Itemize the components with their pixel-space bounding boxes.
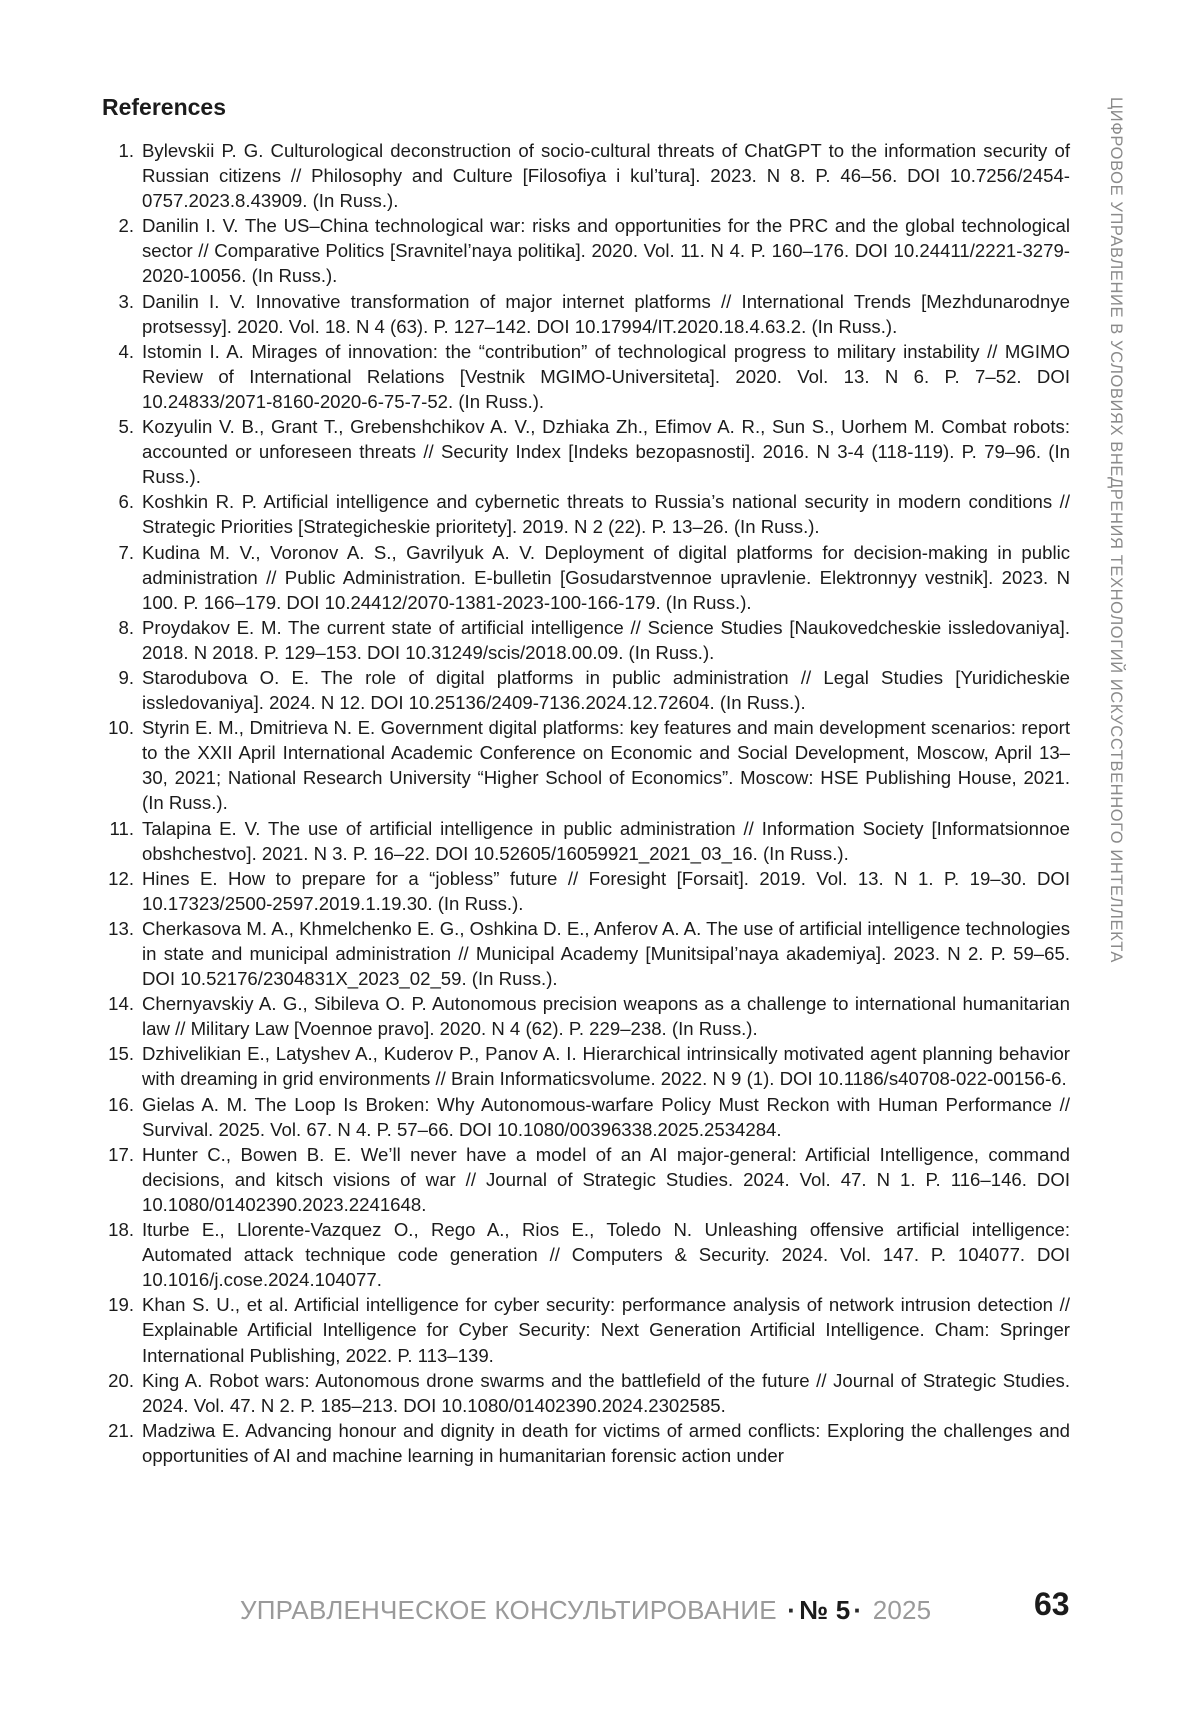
reference-item [102,1142,1070,1217]
reference-number: 15. [102,1041,134,1066]
reference-number: 16. [102,1092,134,1117]
reference-text: Hunter C., Bowen B. E. We’ll never have a model of an AI major-general: Artificial Intelligence, command decisions, and kitsch visions of war // Journal of Strategic Studies. 2024. Vol. 47. N 1. P. 116–146. DOI 10.1080/01402390.2023.2241648. [142,1144,1070,1215]
reference-item [102,339,1070,414]
reference-item [102,289,1070,339]
reference-text: Gielas A. M. The Loop Is Broken: Why Autonomous-warfare Policy Must Reckon with Human Performance // Survival. 2025. Vol. 67. N 4. P. 57–66. DOI 10.1080/00396338.2025.2534284. [142,1094,1070,1140]
reference-item [102,540,1070,615]
reference-number: 11. [102,816,134,841]
reference-number: 17. [102,1142,134,1167]
reference-text: Chernyavskiy A. G., Sibileva O. P. Autonomous precision weapons as a challenge to international humanitarian law // Military Law [Voennoe pravo]. 2020. N 4 (62). P. 229–238. (In Russ.). [142,993,1070,1039]
reference-number: 20. [102,1368,134,1393]
reference-text: Hines E. How to prepare for a “jobless” future // Foresight [Forsait]. 2019. Vol. 13. N 1. P. 19–30. DOI 10.17323/2500-2597.2019.1.19.30. (In Russ.). [142,868,1070,914]
reference-number: 6. [102,489,134,514]
reference-text: Bylevskii P. G. Culturological deconstruction of socio-cultural threats of ChatGPT to the information security of Russian citizens // Philosophy and Culture [Filosofiya i kul’tura]. 2023. N 8. P. 46–56. DOI 10.7256/2454-0757.2023.8.43909. (In Russ.). [142,140,1070,211]
reference-item [102,489,1070,539]
reference-item [102,991,1070,1041]
reference-item [102,1092,1070,1142]
journal-year: 2025 [873,1595,932,1625]
reference-number: 1. [102,138,134,163]
reference-item [102,1418,1070,1468]
reference-number: 2. [102,213,134,238]
journal-footer [240,1595,931,1626]
references-heading: References [102,94,226,121]
journal-issue: № 5 [799,1595,850,1625]
reference-item [102,1217,1070,1292]
reference-number: 8. [102,615,134,640]
reference-item [102,665,1070,715]
reference-item [102,1368,1070,1418]
references-list [102,138,1070,1468]
reference-number: 7. [102,540,134,565]
reference-number: 19. [102,1292,134,1317]
reference-text: Talapina E. V. The use of artificial intelligence in public administration // Information Society [Informatsionnoe obshchestvo]. 2021. N 3. P. 16–22. DOI 10.52605/16059921_2021_03_16. (In Russ.). [142,818,1070,864]
reference-text: Istomin I. A. Mirages of innovation: the “contribution” of technological progress to military instability // MGIMO Review of International Relations [Vestnik MGIMO-Universiteta]. 2020. Vol. 13. N 6. P. 7–52. DOI 10.24833/2071-8160-2020-6-75-7-52. (In Russ.). [142,341,1070,412]
reference-text: Proydakov E. M. The current state of artificial intelligence // Science Studies [Naukovedcheskie issledovaniya]. 2018. N 2018. P. 129–153. DOI 10.31249/scis/2018.00.09. (In Russ.). [142,617,1070,663]
reference-number: 10. [102,715,134,740]
reference-item [102,213,1070,288]
reference-number: 18. [102,1217,134,1242]
reference-item [102,866,1070,916]
reference-text: Kudina M. V., Voronov A. S., Gavrilyuk A. V. Deployment of digital platforms for decision-making in public administration // Public Administration. E-bulletin [Gosudarstvennoe upravlenie. Elektronnyy vestnik]. 2023. N 100. P. 166–179. DOI 10.24412/2070-1381-2023-100-166-179. (In Russ.). [142,542,1070,613]
reference-text: Danilin I. V. The US–China technological war: risks and opportunities for the PRC and the global technological sector // Comparative Politics [Sravnitel’naya politika]. 2020. Vol. 11. N 4. P. 160–176. DOI 10.24411/2221-3279-2020-10056. (In Russ.). [142,215,1070,286]
reference-text: Iturbe E., Llorente-Vazquez O., Rego A., Rios E., Toledo N. Unleashing offensive artificial intelligence: Automated attack technique code generation // Computers & Security. 2024. Vol. 147. P. 104077. DOI 10.1016/j.cose.2024.104077. [142,1219,1070,1290]
reference-text: King A. Robot wars: Autonomous drone swarms and the battlefield of the future // Journal of Strategic Studies. 2024. Vol. 47. N 2. P. 185–213. DOI 10.1080/01402390.2024.2302585. [142,1370,1070,1416]
reference-number: 12. [102,866,134,891]
reference-text: Madziwa E. Advancing honour and dignity in death for victims of armed conflicts: Exploring the challenges and opportunities of AI and machine learning in humanitarian forensic action under [142,1420,1070,1466]
reference-text: Dzhivelikian E., Latyshev A., Kuderov P., Panov A. I. Hierarchical intrinsically motivated agent planning behavior with dreaming in grid environments // Brain Informaticsvolume. 2022. N 9 (1). DOI 10.1186/s40708-022-00156-6. [142,1043,1070,1089]
reference-text: Starodubova O. E. The role of digital platforms in public administration // Legal Studies [Yuridicheskie issledovaniya]. 2024. N 12. DOI 10.25136/2409-7136.2024.12.72604. (In Russ.). [142,667,1070,713]
reference-text: Kozyulin V. B., Grant T., Grebenshchikov A. V., Dzhiaka Zh., Efimov A. R., Sun S., Uorhem M. Combat robots: accounted or unforeseen threats // Security Index [Indeks bezopasnosti]. 2016. N 3-4 (118-119). P. 79–96. (In Russ.). [142,416,1070,487]
reference-number: 21. [102,1418,134,1443]
reference-item [102,1041,1070,1091]
reference-item [102,1292,1070,1367]
footer-separator-1: · [784,1595,799,1625]
journal-name: УПРАВЛЕНЧЕСКОЕ КОНСУЛЬТИРОВАНИЕ [240,1595,777,1625]
reference-item [102,138,1070,213]
reference-item [102,816,1070,866]
reference-number: 3. [102,289,134,314]
page [0,0,1200,1710]
reference-item [102,916,1070,991]
running-section-title: ЦИФРОВОЕ УПРАВЛЕНИЕ В УСЛОВИЯХ ВНЕДРЕНИЯ ТЕХНОЛОГИЙ ИСКУССТВЕННОГО ИНТЕЛЛЕКТА [1104,97,1128,1137]
reference-number: 13. [102,916,134,941]
reference-number: 14. [102,991,134,1016]
reference-item [102,715,1070,815]
reference-item [102,414,1070,489]
reference-text: Khan S. U., et al. Artificial intelligence for cyber security: performance analysis of network intrusion detection // Explainable Artificial Intelligence for Cyber Security: Next Generation Artificial Intelligence. Cham: Springer International Publishing, 2022. P. 113–139. [142,1294,1070,1365]
reference-text: Cherkasova M. A., Khmelchenko E. G., Oshkina D. E., Anferov A. A. The use of artificial intelligence technologies in state and municipal administration // Municipal Academy [Munitsipal’naya akademiya]. 2023. N 2. P. 59–65. DOI 10.52176/2304831X_2023_02_59. (In Russ.). [142,918,1070,989]
reference-number: 5. [102,414,134,439]
reference-number: 9. [102,665,134,690]
reference-number: 4. [102,339,134,364]
footer-separator-2: · [850,1595,865,1625]
reference-text: Styrin E. M., Dmitrieva N. E. Government digital platforms: key features and main development scenarios: report to the XXII April International Academic Conference on Economic and Social Development, Moscow, April 13–30, 2021; National Research University “Higher School of Economics”. Moscow: HSE Publishing House, 2021. (In Russ.). [142,717,1070,813]
reference-text: Danilin I. V. Innovative transformation of major internet platforms // International Trends [Mezhdunarodnye protsessy]. 2020. Vol. 18. N 4 (63). P. 127–142. DOI 10.17994/IT.2020.18.4.63.2. (In Russ.). [142,291,1070,337]
reference-text: Koshkin R. P. Artificial intelligence and cybernetic threats to Russia’s national security in modern conditions // Strategic Priorities [Strategicheskie prioritety]. 2019. N 2 (22). P. 13–26. (In Russ.). [142,491,1070,537]
reference-item [102,615,1070,665]
page-number: 63 [1034,1586,1070,1623]
